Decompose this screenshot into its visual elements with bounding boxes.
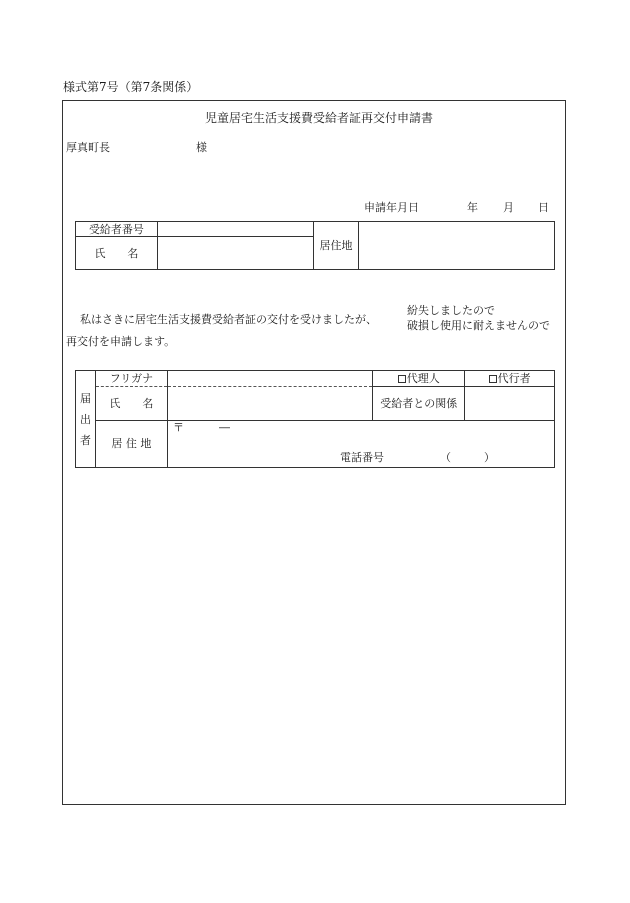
recipient-name-label: 氏 名 xyxy=(76,237,158,270)
furigana-label: フリガナ xyxy=(95,371,167,387)
statement-option-damaged[interactable]: 破損し使用に耐えませんので xyxy=(407,319,550,332)
statement-option-lost[interactable]: 紛失しましたので xyxy=(407,304,495,317)
application-date-year: 年 xyxy=(467,201,478,214)
addressee-name: 厚真町長 xyxy=(66,141,110,154)
proxy-checkbox-cell[interactable] xyxy=(465,371,555,387)
applicant-side-char-1: 届 xyxy=(79,391,91,405)
proxy-checkbox[interactable] xyxy=(489,375,497,383)
applicant-side-label xyxy=(76,371,96,468)
applicant-residence-label: 居 住 地 xyxy=(95,420,167,468)
form-title: 児童居宅生活支援費受給者証再交付申請書 xyxy=(205,111,434,125)
postal-dash: ― xyxy=(219,421,230,434)
furigana-field[interactable] xyxy=(167,371,372,387)
application-date-month: 月 xyxy=(503,201,514,214)
agent-label: 代理人 xyxy=(406,372,440,386)
recipient-residence-field[interactable] xyxy=(359,222,555,270)
phone-label: 電話番号 xyxy=(340,451,384,464)
applicant-side-char-3: 者 xyxy=(79,433,91,447)
statement-line-2: 再交付を申請します。 xyxy=(66,335,176,348)
statement-line-1: 私はさきに居宅生活支援費受給者証の交付を受けましたが、 xyxy=(80,313,377,326)
addressee-honorific: 様 xyxy=(196,141,207,154)
recipient-table xyxy=(75,221,555,270)
application-date-day: 日 xyxy=(538,201,549,214)
relation-label: 受給者との関係 xyxy=(373,387,465,420)
application-date-label: 申請年月日 xyxy=(364,201,419,214)
relation-field[interactable] xyxy=(465,387,555,420)
recipient-name-field[interactable] xyxy=(157,237,313,270)
recipient-number-field[interactable] xyxy=(157,222,313,237)
phone-parens: （ ） xyxy=(440,451,495,464)
recipient-number-label: 受給者番号 xyxy=(76,222,158,237)
proxy-label: 代行者 xyxy=(497,372,531,386)
form-label: 様式第7号（第7条関係） xyxy=(63,80,199,94)
agent-checkbox[interactable] xyxy=(398,375,406,383)
applicant-side-char-2: 出 xyxy=(79,412,91,426)
recipient-residence-label: 居住地 xyxy=(313,222,359,270)
applicant-name-field[interactable] xyxy=(167,387,372,420)
agent-checkbox-cell[interactable] xyxy=(373,371,465,387)
postal-mark: 〒 xyxy=(173,421,184,434)
applicant-name-label: 氏 名 xyxy=(95,387,167,420)
